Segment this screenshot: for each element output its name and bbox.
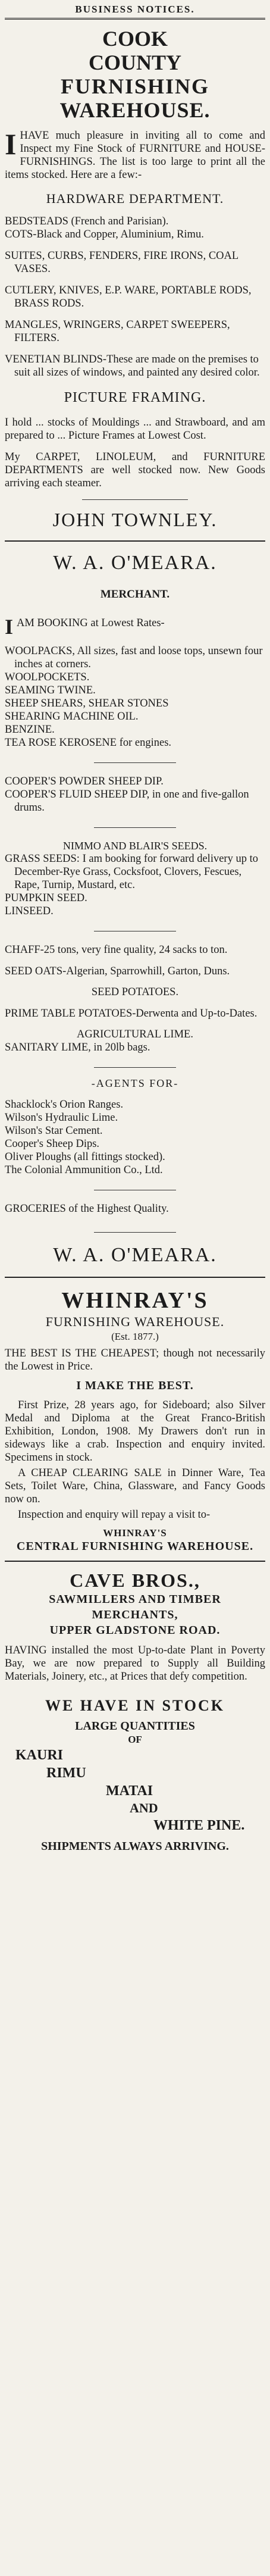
- cook-proprietor: JOHN TOWNLEY.: [52, 509, 218, 530]
- seed-item: GRASS SEEDS: I am booking for forward delivery up to December-Rye Grass, Cocksfoot, Clovers, Fescues, Rape, Turnip, Mustard, etc.: [5, 853, 258, 891]
- seed-item: PUMPKIN SEED.: [5, 892, 87, 904]
- timber-kauri: KAURI: [15, 1747, 64, 1763]
- produce-item: PRIME TABLE POTATOES-Derwenta and Up-to-Dates.: [5, 1008, 258, 1020]
- cook-name-line3: FURNISHING: [60, 74, 210, 98]
- cave-of: OF: [128, 1734, 142, 1745]
- whinray-est: (Est. 1877.): [111, 1331, 159, 1342]
- cook-item: SUITES, CURBS, FENDERS, FIRE IRONS, COAL VASES.: [5, 250, 238, 275]
- framing-text: I hold ... stocks of Mouldings ... and Strawboard, and am prepared to ... Picture Frames at Lowest Cost.: [5, 417, 265, 442]
- wool-item: BENZINE.: [5, 724, 55, 736]
- cave-line2: SAWMILLERS AND TIMBER: [49, 1593, 221, 1606]
- agent-item: The Colonial Ammunition Co., Ltd.: [5, 1164, 163, 1176]
- whinray-p3: A CHEAP CLEARING SALE in Dinner Ware, Tea Sets, Toilet Ware, China, Glassware, and Fancy Goods now on.: [5, 1467, 265, 1505]
- whinray-ad: [5, 1278, 265, 1561]
- wool-item: TEA ROSE KEROSENE for engines.: [5, 737, 172, 749]
- groceries-line: GROCERIES of the Highest Quality.: [5, 1203, 169, 1215]
- agent-item: Oliver Ploughs (all fittings stocked).: [5, 1151, 165, 1163]
- produce-item: SANITARY LIME, in 20lb bags.: [5, 1042, 150, 1053]
- timber-rimu: RIMU: [46, 1765, 86, 1781]
- agent-item: Wilson's Hydraulic Lime.: [5, 1112, 118, 1124]
- whinray-make-heading: I MAKE THE BEST.: [76, 1379, 194, 1392]
- agent-item: Wilson's Star Cement.: [5, 1125, 103, 1137]
- wool-item: WOOLPACKS, All sizes, fast and loose tops, unsewn four inches at corners.: [5, 645, 263, 670]
- whinray-p2: First Prize, 28 years ago, for Sideboard; also Silver Medal and Diploma at the Great Franco-British Exhibition, London, 1908. My Drawers don't run in sideways like a crab. Inspection and enquiry invited. Specimens in stock.: [5, 1399, 265, 1464]
- produce-item: CHAFF-25 tons, very fine quality, 24 sacks to ton.: [5, 944, 228, 956]
- whinray-name: WHINRAY'S: [61, 1288, 209, 1313]
- agents-heading: -AGENTS FOR-: [91, 1077, 179, 1089]
- agent-item: Shacklock's Orion Ranges.: [5, 1099, 124, 1111]
- cook-intro: I HAVE much pleasure in inviting all to come and Inspect my Fine Stock of FURNITURE and HOUSE-FURNISHINGS. The list is too large to print all the items stocked. Here are a few:-: [5, 127, 265, 181]
- cave-p1: HAVING installed the most Up-to-date Plant in Poverty Bay, we are now prepared to Supply all Building Materials, Joinery, etc., at Prices that defy competition.: [5, 1645, 265, 1683]
- timber-and: AND: [130, 1800, 158, 1815]
- omeara-closing-name: W. A. O'MEARA.: [53, 1244, 217, 1266]
- cave-line3: MERCHANTS,: [92, 1608, 178, 1621]
- timber-white-pine: WHITE PINE.: [153, 1818, 245, 1833]
- hardware-heading: HARDWARE DEPARTMENT.: [46, 191, 224, 206]
- cave-name: CAVE BROS.,: [70, 1570, 200, 1591]
- cave-bros-ad: [5, 1562, 265, 1853]
- omeara-name: W. A. O'MEARA.: [53, 552, 217, 574]
- whinray-p4: Inspection and enquiry will repay a visit to-: [18, 1509, 211, 1521]
- whinray-closing-1: WHINRAY'S: [103, 1527, 167, 1539]
- omeara-ad: [5, 542, 265, 1277]
- cave-line4: UPPER GLADSTONE ROAD.: [49, 1624, 221, 1637]
- cave-shipments: SHIPMENTS ALWAYS ARRIVING.: [41, 1840, 229, 1853]
- whinray-closing-2: CENTRAL FURNISHING WAREHOUSE.: [16, 1540, 254, 1553]
- cook-name-line4: WAREHOUSE.: [59, 98, 211, 122]
- cook-item: COTS-Black and Copper, Aluminium, Rimu.: [5, 229, 204, 240]
- cook-name-line2: COUNTY: [88, 51, 181, 74]
- column-header: BUSINESS NOTICES.: [75, 4, 195, 15]
- cook-intro-text: HAVE much pleasure in inviting all to come and Inspect my Fine Stock of FURNITURE and HOUSE-FURNISHINGS. The list is too large to print all the items stocked. Here are a few:-: [5, 130, 265, 181]
- wool-item: SHEEP SHEARS, SHEAR STONES: [5, 698, 169, 709]
- produce-item: AGRICULTURAL LIME.: [77, 1028, 193, 1040]
- cave-stock-heading: WE HAVE IN STOCK: [45, 1697, 225, 1714]
- cook-item: CUTLERY, KNIVES, E.P. WARE, PORTABLE RODS, BRASS RODS.: [5, 285, 252, 310]
- produce-item: SEED POTATOES.: [91, 986, 179, 998]
- cook-name-line1: COOK: [102, 27, 168, 51]
- cook-item: BEDSTEADS (French and Parisian).: [5, 215, 169, 227]
- whinray-p1: THE BEST IS THE CHEAPEST; though not necessarily the Lowest in Price.: [5, 1348, 265, 1373]
- agent-item: Cooper's Sheep Dips.: [5, 1138, 100, 1150]
- seeds-heading: NIMMO AND BLAIR'S SEEDS.: [62, 840, 208, 852]
- framing-heading: PICTURE FRAMING.: [64, 390, 206, 405]
- wool-item: SEAMING TWINE.: [5, 684, 96, 696]
- cook-item: VENETIAN BLINDS-These are made on the premises to suit all sizes of windows, and painted any desired color.: [5, 354, 260, 379]
- timber-matai: MATAI: [106, 1783, 153, 1799]
- carpet-text: My CARPET, LINOLEUM, and FURNITURE DEPARTMENTS are well stocked now. New Goods arriving each steamer.: [5, 451, 265, 489]
- cave-large: LARGE QUANTITIES: [75, 1720, 195, 1733]
- whinray-sub: FURNISHING WAREHOUSE.: [45, 1314, 225, 1329]
- seed-item: LINSEED.: [5, 905, 54, 917]
- cook-county-ad: [5, 20, 265, 540]
- omeara-booking-text: AM BOOKING at Lowest Rates-: [17, 617, 165, 629]
- produce-item: SEED OATS-Algerian, Sparrowhill, Garton, Duns.: [5, 965, 230, 977]
- cook-item: MANGLES, WRINGERS, CARPET SWEEPERS, FILTERS.: [5, 319, 230, 344]
- omeara-title: MERCHANT.: [100, 588, 170, 601]
- dip-item: COOPER'S FLUID SHEEP DIP, in one and five-gallon drums.: [5, 789, 249, 814]
- dip-item: COOPER'S POWDER SHEEP DIP.: [5, 776, 164, 787]
- wool-item: SHEARING MACHINE OIL.: [5, 711, 139, 723]
- wool-item: WOOLPOCKETS.: [5, 671, 90, 683]
- omeara-booking: I AM BOOKING at Lowest Rates-: [5, 615, 165, 639]
